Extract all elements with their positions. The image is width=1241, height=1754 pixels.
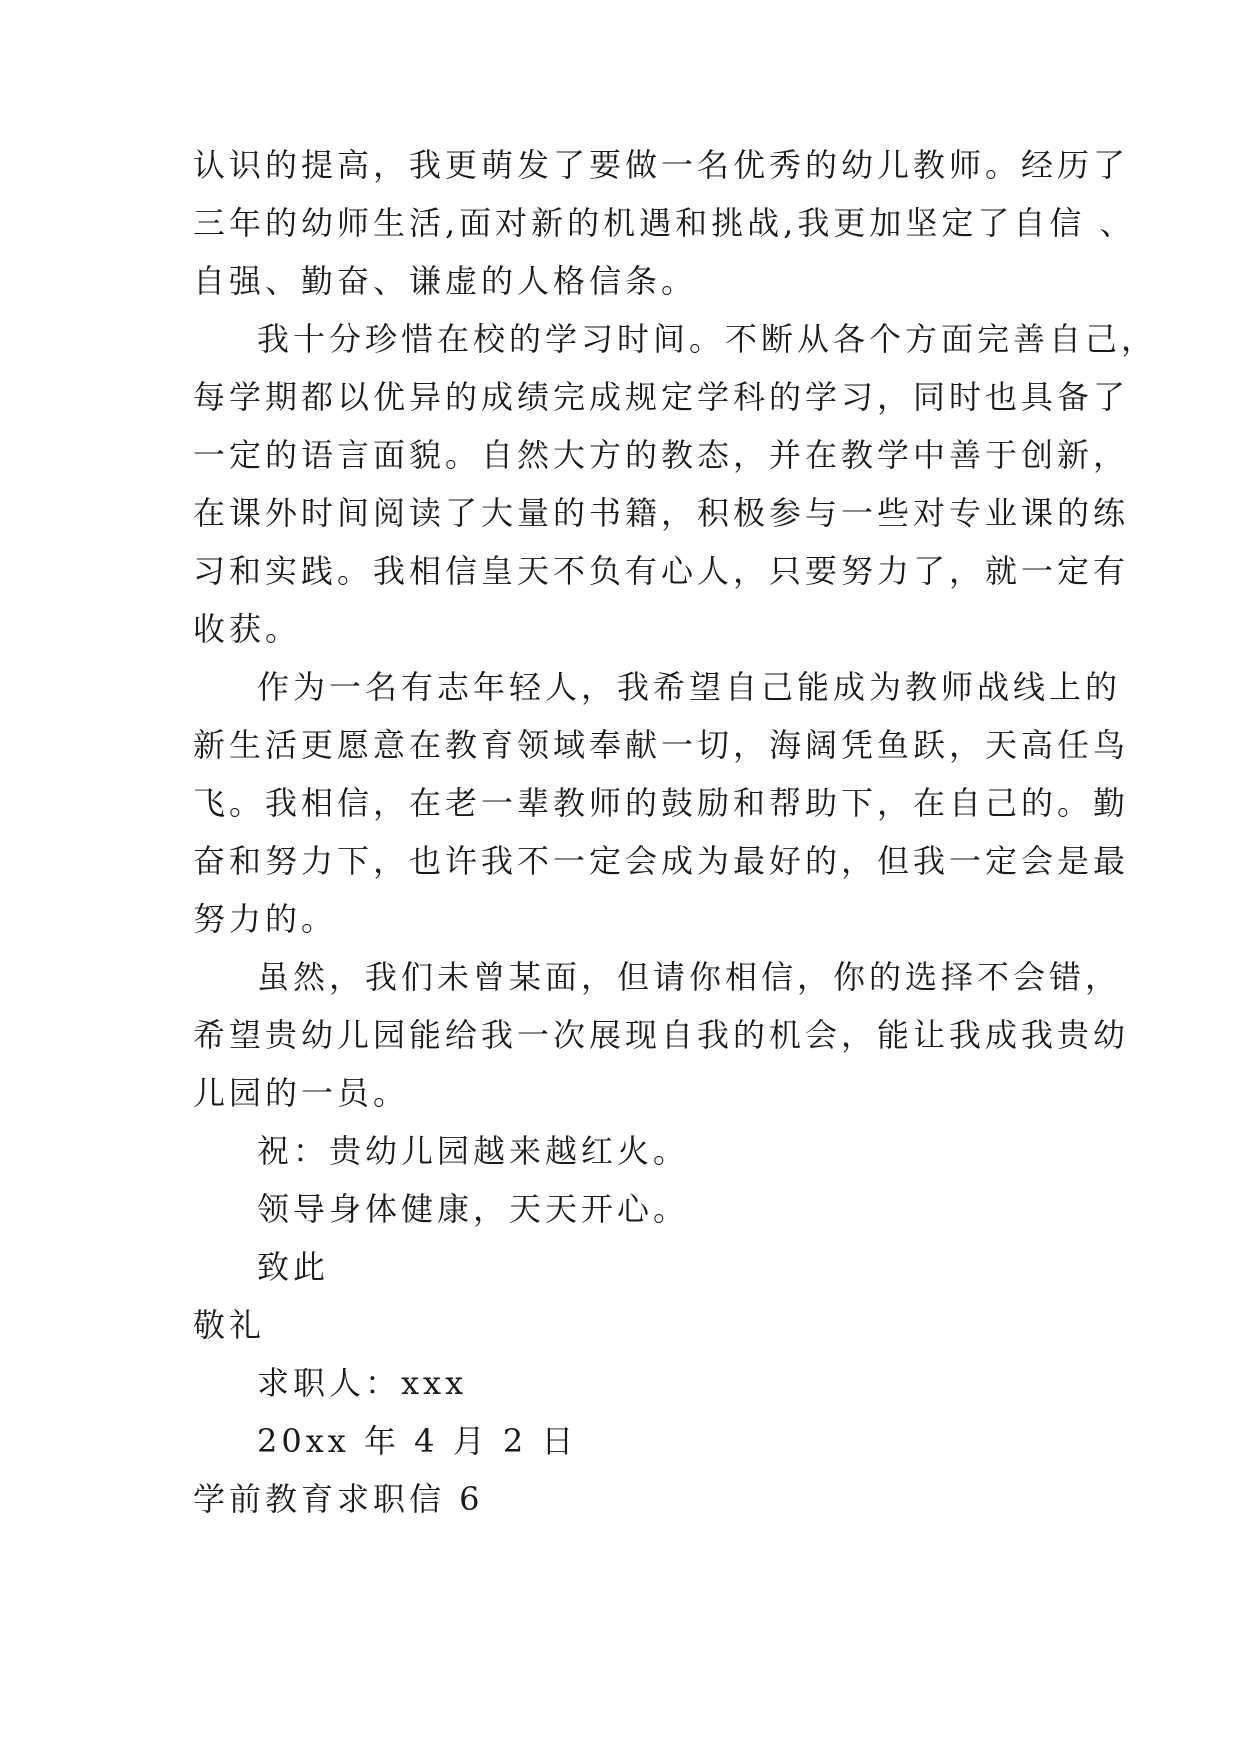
paragraph-line: 虽然，我们未曾某面，但请你相信，你的选择不会错， xyxy=(257,958,1122,996)
paragraph-line: 习和实践。我相信皇天不负有心人，只要努力了，就一定有 xyxy=(193,552,1130,590)
paragraph-line: 新生活更愿意在教育领域奉献一切，海阔凭鱼跃，天高任鸟 xyxy=(193,726,1130,764)
salutation: 敬礼 xyxy=(193,1306,266,1344)
paragraph-line: 收获。 xyxy=(193,610,302,648)
paragraph-line: 认识的提高，我更萌发了要做一名优秀的幼儿教师。经历了 xyxy=(193,146,1130,184)
paragraph-line: 我十分珍惜在校的学习时间。不断从各个方面完善自己， xyxy=(257,320,1158,358)
paragraph-line: 作为一名有志年轻人，我希望自己能成为教师战线上的 xyxy=(257,668,1122,706)
paragraph-line: 自强、勤奋、谦虚的人格信条。 xyxy=(193,262,698,300)
paragraph-line: 飞。我相信，在老一辈教师的鼓励和帮助下，在自己的。勤 xyxy=(193,784,1130,822)
section-heading: 学前教育求职信 6 xyxy=(193,1480,484,1518)
paragraph-line: 儿园的一员。 xyxy=(193,1074,410,1112)
paragraph-line: 希望贵幼儿园能给我一次展现自我的机会，能让我成我贵幼 xyxy=(193,1016,1130,1054)
closing-wish: 领导身体健康，天天开心。 xyxy=(257,1190,690,1228)
paragraph-line: 每学期都以优异的成绩完成规定学科的学习，同时也具备了 xyxy=(193,378,1130,416)
paragraph-line: 三年的幼师生活,面对新的机遇和挑战,我更加坚定了自信 、 xyxy=(193,204,1136,242)
paragraph-line: 在课外时间阅读了大量的书籍，积极参与一些对专业课的练 xyxy=(193,494,1130,532)
applicant-signature: 求职人：xxx xyxy=(257,1364,468,1402)
paragraph-line: 一定的语言面貌。自然大方的教态，并在教学中善于创新， xyxy=(193,436,1130,474)
closing-phrase: 致此 xyxy=(257,1248,330,1286)
closing-wish: 祝：贵幼儿园越来越红火。 xyxy=(257,1132,690,1170)
letter-date: 20xx 年 4 月 2 日 xyxy=(257,1422,578,1460)
paragraph-line: 努力的。 xyxy=(193,900,338,938)
paragraph-line: 奋和努力下，也许我不一定会成为最好的，但我一定会是最 xyxy=(193,842,1130,880)
